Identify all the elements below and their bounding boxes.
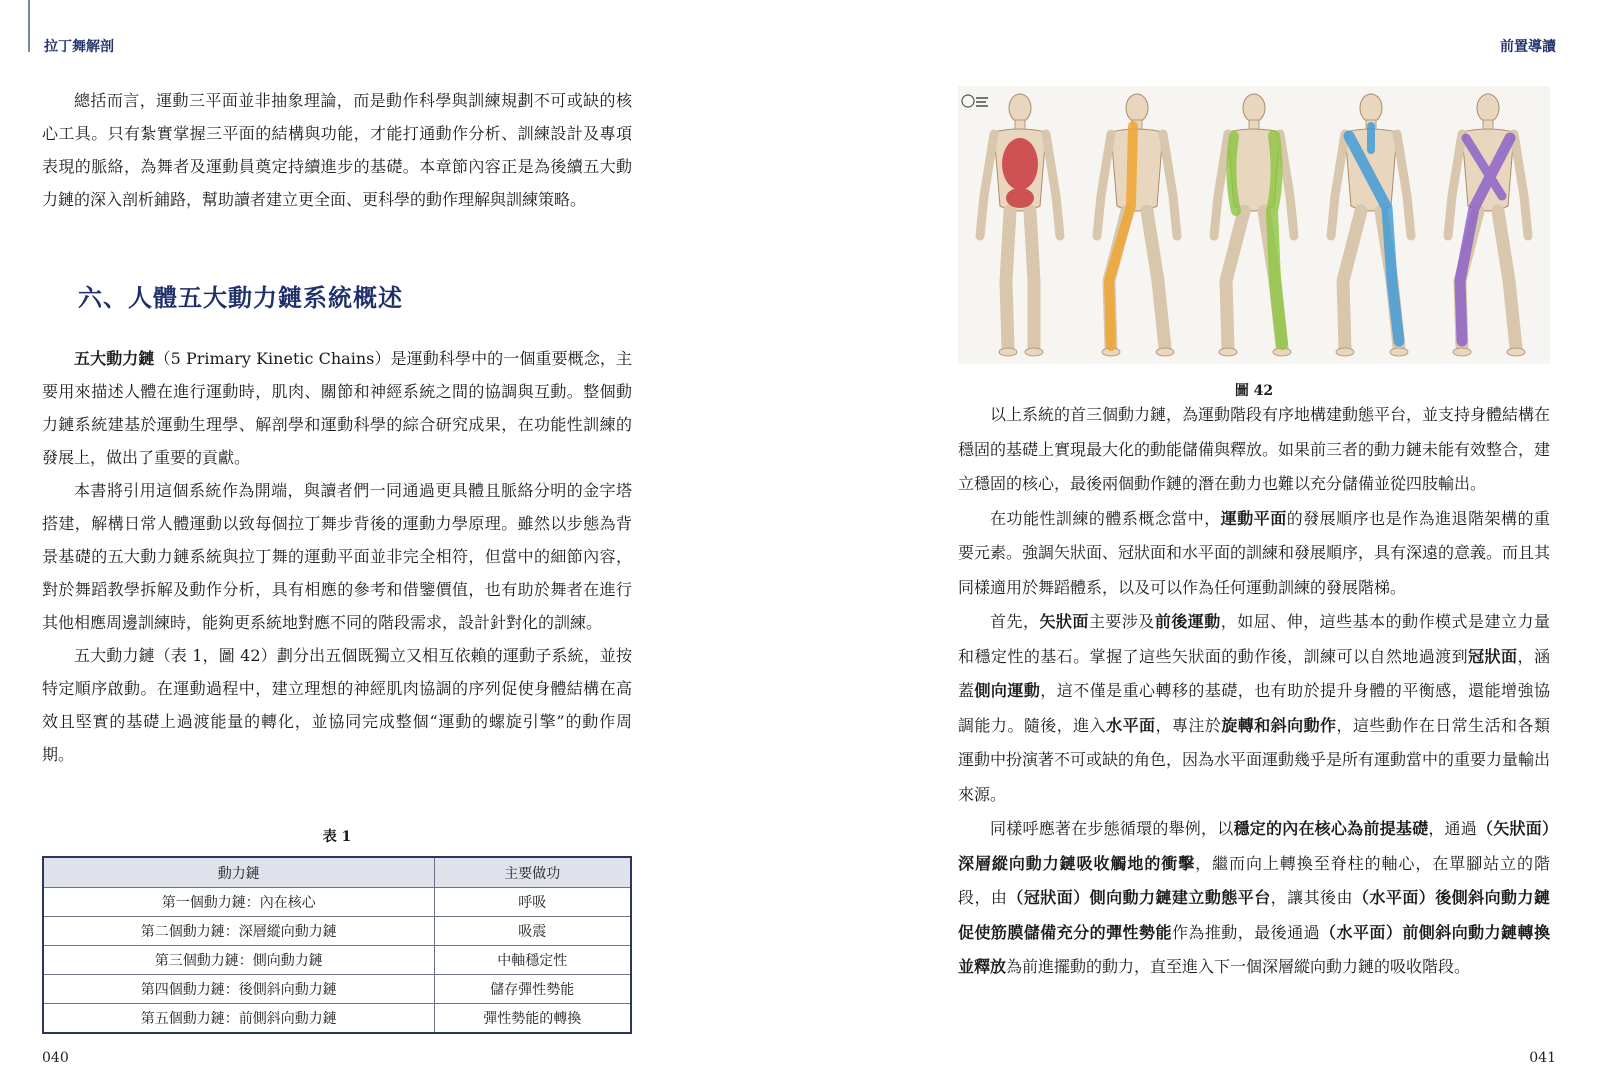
figure-kinetic-chains [958, 86, 1550, 364]
section-title: 六、人體五大動力鏈系統概述 [78, 283, 403, 312]
table-cell-chain: 第三個動力鏈：側向動力鏈 [43, 946, 434, 975]
body-figure-inner-core [980, 94, 1060, 356]
column-header-chain: 動力鏈 [43, 857, 434, 888]
text-run: 作為推動，最後通過 [1171, 922, 1321, 942]
text-run: ，這不僅是重心轉移的基礎，也有助於提升身體的平衡感，還能增強協調能力。隨後，進入 [958, 681, 1550, 735]
emphasis-term: 矢狀面 [1039, 612, 1089, 631]
table-header-row [43, 857, 631, 888]
text-run: 主要涉及 [1088, 612, 1155, 631]
paragraph-movement-planes [958, 502, 1550, 606]
emphasis-term: 冠狀面 [1468, 646, 1518, 666]
text-run: ，通過 [1428, 819, 1478, 838]
anatomy-illustration [958, 86, 1550, 364]
table-cell-chain: 第一個動力鏈：內在核心 [43, 888, 434, 917]
text-run: ，涵蓋 [958, 646, 1550, 700]
paragraph-kinetic-chains-text: （5 Primary Kinetic Chains）是運動科學中的一個重要概念，主要用來描述人體在進行運動時，肌肉、關節和神經系統之間的協調與互動。整個動力鏈系統建基於運動生理學、解剖學和運動科學的綜合研究成果，在功能性訓練的發展上，做出了重要的貢獻。 [42, 349, 632, 467]
table-cell-chain: 第五個動力鏈：前側斜向動力鏈 [43, 1004, 434, 1034]
text-run: ，專注於 [1155, 715, 1222, 735]
table-cell-chain: 第四個動力鏈：後側斜向動力鏈 [43, 975, 434, 1004]
page-number-left: 040 [42, 1050, 69, 1066]
text-run: 的發展順序也是作為進退階架構的重要元素。強調矢狀面、冠狀面和水平面的訓練和發展順序，具有深遠的意義。而且其同樣適用於舞蹈體系，以及可以作為任何運動訓練的發展階梯。 [958, 508, 1551, 597]
emphasis-term: 水平面 [1106, 715, 1156, 735]
text-run: 同樣呼應著在步態循環的舉例，以 [990, 819, 1234, 838]
column-header-function: 主要做功 [434, 857, 631, 888]
table-row [43, 888, 631, 917]
emphasis-term: 運動平面 [1220, 508, 1287, 528]
figure-caption: 圖 42 [1234, 383, 1274, 399]
right-page [800, 0, 1600, 1080]
paragraph-chain-sequence: 五大動力鏈（表 1，圖 42）劃分出五個既獨立又相互依賴的運動子系統，並按特定順序啟動。在運動過程中，建立理想的神經肌肉協調的序列促使身體結構在高效且堅實的基礎上過渡能量的轉化，並協同完成整個“運動的螺旋引擎”的動作周期。 [42, 646, 632, 764]
chain-highlight-inner-core [1002, 138, 1038, 208]
running-head-left: 拉丁舞解剖 [44, 39, 114, 55]
paragraph-system-intro: 本書將引用這個系統作為開端，與讀者們一同通過更具體且脈絡分明的金字塔搭建，解構日常人體運動以致每個拉丁舞步背後的運動力學原理。雖然以步態為背景基礎的五大動力鏈系統與拉丁舞的運動平面並非完全相符，但當中的細節內容，對於舞蹈教學拆解及動作分析，具有相應的參考和借鑒價值，也有助於舞者在進行其他相應周邊訓練時，能夠更系統地對應不同的階段需求，設計針對化的訓練。 [42, 481, 632, 632]
term-five-chains: 五大動力鏈 [74, 349, 155, 368]
emphasis-term: （水平面）前側斜向動力鏈轉換並釋放 [958, 922, 1550, 976]
table-cell-function: 呼吸 [434, 888, 631, 917]
table-row [43, 946, 631, 975]
text-run: ，讓其後由 [1270, 888, 1353, 907]
running-head-right: 前置導讀 [1500, 39, 1556, 55]
table-cell-function: 儲存彈性勢能 [434, 975, 631, 1004]
emphasis-term: （冠狀面）側向動力鏈建立動態平台 [1007, 888, 1271, 907]
table-row [43, 975, 631, 1004]
text-run: 在功能性訓練的體系概念當中， [990, 508, 1221, 528]
body-figure-deep-longitudinal [1097, 94, 1177, 356]
spine-rule [28, 0, 30, 52]
table-cell-chain: 第二個動力鏈：深層縱向動力鏈 [43, 917, 434, 946]
emphasis-term: （水平面）後側斜向動力鏈促使筋膜儲備充分的彈性勢能 [958, 888, 1550, 942]
emphasis-term: 側向運動 [974, 681, 1041, 700]
table-cell-function: 彈性勢能的轉換 [434, 1004, 631, 1034]
table-row [43, 1004, 631, 1034]
body-text-right [958, 398, 1550, 985]
paragraph-plane-progression [958, 605, 1550, 812]
text-run: ，這些動作在日常生活和各類運動中扮演著不可或缺的角色，因為水平面運動幾乎是所有運動當中的重要力量輸出來源。 [958, 715, 1551, 804]
emphasis-term: 旋轉和斜向動作 [1221, 715, 1337, 735]
text-run: ，繼而向上轉換至脊柱的軸心，在單腳站立的階段，由 [958, 853, 1550, 907]
text-run: ，如屈、伸，這些基本的動作模式是建立力量和穩定性的基石。掌握了這些矢狀面的動作後，訓練可以自然地過渡到 [958, 612, 1550, 666]
body-figure-anterior-oblique [1448, 94, 1528, 356]
emphasis-term: （矢狀面）深層縱向動力鏈吸收觸地的衝擊 [958, 819, 1550, 873]
table-caption: 表 1 [322, 829, 352, 845]
text-run: 首先， [990, 612, 1040, 631]
body-text-left [42, 342, 632, 771]
table-row [43, 917, 631, 946]
paragraph-kinetic-chains [42, 342, 632, 474]
intro-paragraph: 總括而言，運動三平面並非抽象理論，而是動作科學與訓練規劃不可或缺的核心工具。只有紮實掌握三平面的結構與功能，才能打通動作分析、訓練設計及專項表現的脈絡，為舞者及運動員奠定持續進步的基礎。本章節內容正是為後續五大動力鏈的深入剖析鋪路，幫助讀者建立更全面、更科學的動作理解與訓練策略。 [42, 91, 632, 209]
emphasis-term: 前後運動 [1154, 612, 1221, 631]
text-run: 為前進擺動的動力，直至進入下一個深層縱向動力鏈的吸收階段。 [1006, 957, 1471, 976]
body-figure-lateral [1214, 94, 1294, 356]
body-figure-posterior-oblique [1331, 94, 1411, 356]
emphasis-term: 穩定的內在核心為前提基礎 [1233, 819, 1429, 838]
paragraph-gait-cycle [958, 812, 1550, 985]
publisher-logo-icon [960, 92, 990, 114]
page-number-right: 041 [1529, 1050, 1556, 1066]
table-cell-function: 吸震 [434, 917, 631, 946]
kinetic-chain-table [42, 856, 632, 1034]
intro-text [42, 84, 632, 216]
paragraph-first-three-chains: 以上系統的首三個動力鏈，為運動階段有序地構建動態平台，並支持身體結構在穩固的基礎上實現最大化的動能儲備與釋放。如果前三者的動力鏈未能有效整合，建立穩固的核心，最後兩個動作鏈的潛在動力也難以充分儲備並從四肢輸出。 [958, 405, 1551, 493]
table-cell-function: 中軸穩定性 [434, 946, 631, 975]
